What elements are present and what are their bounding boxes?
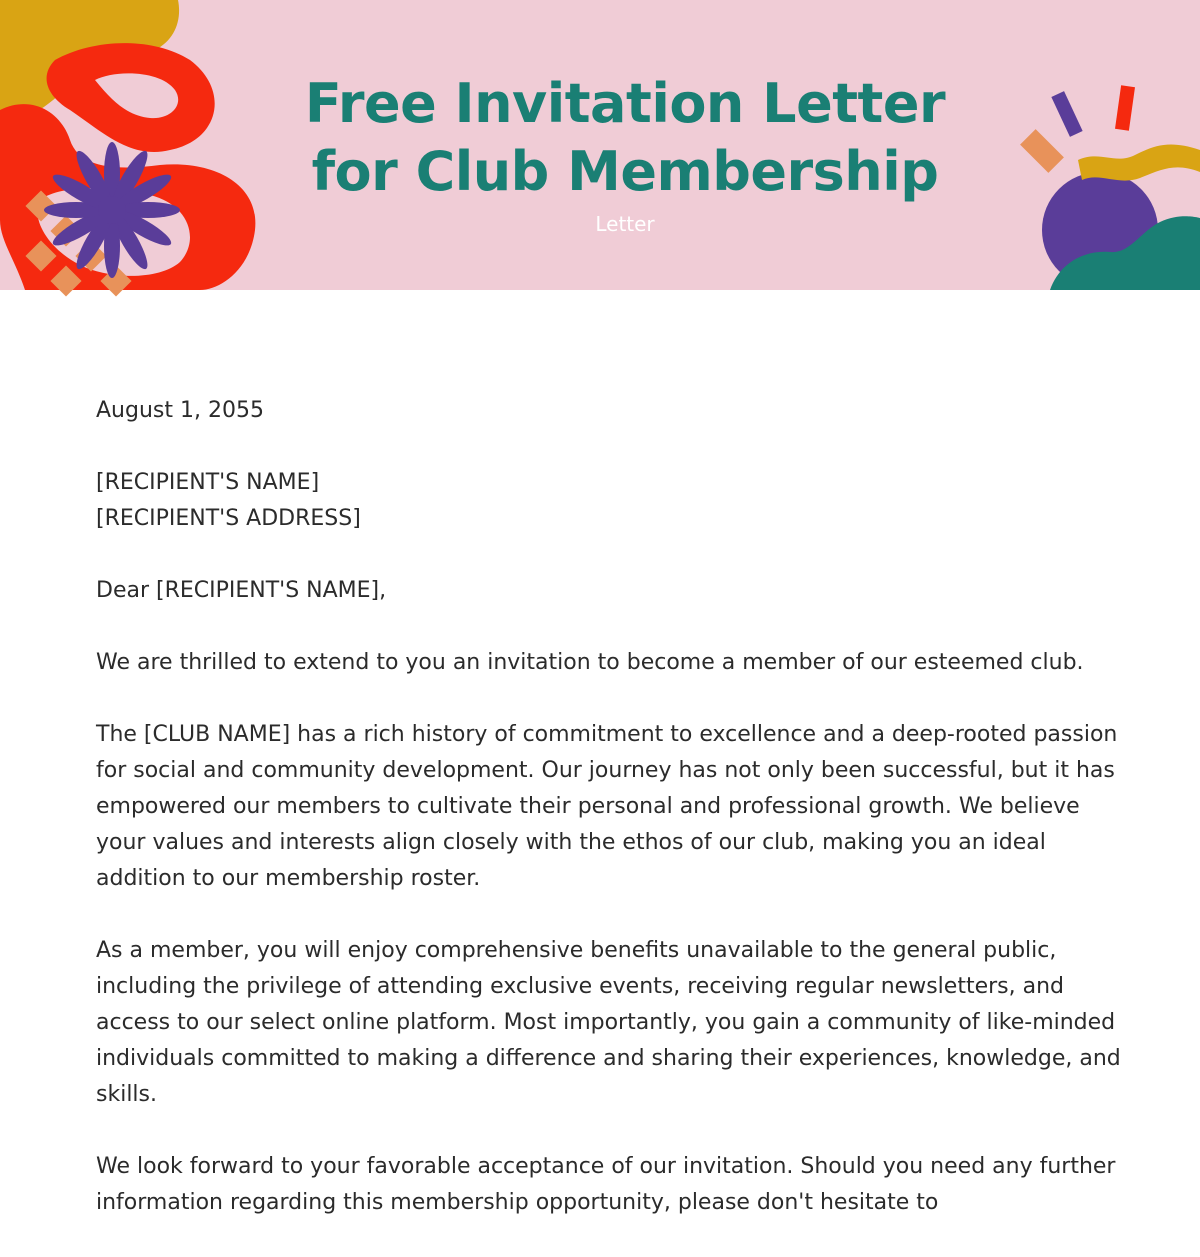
recipient-name: [RECIPIENT'S NAME] [96, 470, 320, 495]
paragraph-intro: We are thrilled to extend to you an invitation to become a member of our esteemed club. [96, 650, 1084, 675]
header-banner [0, 0, 1200, 290]
recipient-address: [RECIPIENT'S ADDRESS] [96, 506, 361, 531]
letter-date: August 1, 2055 [96, 398, 264, 423]
paragraph-closing: We look forward to your favorable acceptance of our invitation. Should you need any further information regarding this membership opportunity, please don't hesitate to [96, 1154, 1116, 1215]
mustard-wave-shape [1078, 145, 1200, 181]
page-subtitle: Letter [595, 212, 655, 236]
red-confetti-shape [1115, 85, 1135, 131]
paragraph-benefits: As a member, you will enjoy comprehensive benefits unavailable to the general public, including the privilege of attending exclusive events, receiving regular newsletters, and access to our select online platform. Most importantly, you gain a community of like-minded individuals committed to making a difference and sharing their experiences, knowledge, and skills. [96, 938, 1121, 1107]
paragraph-history: The [CLUB NAME] has a rich history of commitment to excellence and a deep-rooted passion for social and community development. Our journey has not only been successful, but it has empowered our members to cultivate their personal and professional growth. We believe your values and interests align closely with the ethos of our club, making you an ideal addition to our membership roster. [96, 722, 1118, 891]
purple-confetti-shape [1051, 91, 1082, 137]
decorative-shapes-right [1000, 0, 1200, 290]
orange-confetti-shape [1020, 129, 1064, 173]
title-line-2: for Club Membership [311, 140, 939, 203]
decorative-shapes-left [0, 0, 270, 290]
red-ribbon-shape [47, 43, 215, 152]
title-line-1: Free Invitation Letter [304, 72, 946, 135]
recipient-block [96, 465, 1136, 537]
page-title [250, 70, 1000, 206]
salutation: Dear [RECIPIENT'S NAME], [96, 578, 387, 603]
letter-body [96, 393, 1136, 1257]
